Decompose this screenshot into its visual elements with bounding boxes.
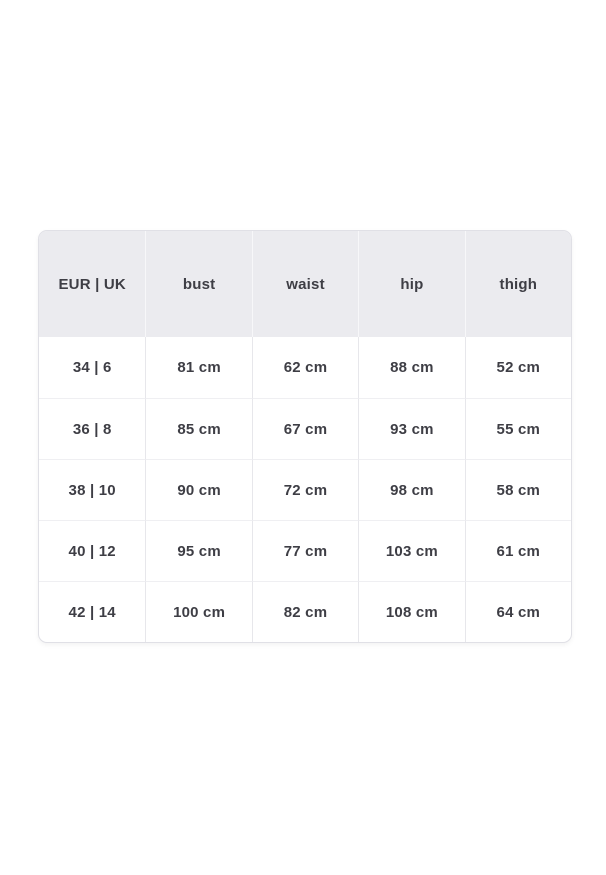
cell-thigh: 64 cm (465, 581, 571, 642)
cell-hip: 98 cm (358, 459, 464, 520)
header-cell-thigh: thigh (465, 231, 571, 337)
cell-hip: 93 cm (358, 398, 464, 459)
cell-waist: 82 cm (252, 581, 358, 642)
cell-size: 38 | 10 (39, 459, 145, 520)
cell-hip: 103 cm (358, 520, 464, 581)
table-row (39, 520, 571, 581)
cell-thigh: 52 cm (465, 337, 571, 398)
header-cell-hip: hip (358, 231, 464, 337)
cell-bust: 95 cm (145, 520, 251, 581)
cell-waist: 62 cm (252, 337, 358, 398)
header-cell-bust: bust (145, 231, 251, 337)
size-chart-body (39, 337, 571, 642)
table-row (39, 459, 571, 520)
cell-size: 42 | 14 (39, 581, 145, 642)
cell-waist: 72 cm (252, 459, 358, 520)
cell-bust: 90 cm (145, 459, 251, 520)
table-row (39, 581, 571, 642)
cell-size: 40 | 12 (39, 520, 145, 581)
cell-bust: 85 cm (145, 398, 251, 459)
header-cell-size: EUR | UK (39, 231, 145, 337)
size-chart-table (38, 230, 572, 643)
cell-thigh: 55 cm (465, 398, 571, 459)
cell-waist: 67 cm (252, 398, 358, 459)
table-row (39, 337, 571, 398)
cell-waist: 77 cm (252, 520, 358, 581)
cell-thigh: 58 cm (465, 459, 571, 520)
cell-thigh: 61 cm (465, 520, 571, 581)
cell-bust: 100 cm (145, 581, 251, 642)
header-cell-waist: waist (252, 231, 358, 337)
cell-bust: 81 cm (145, 337, 251, 398)
cell-size: 36 | 8 (39, 398, 145, 459)
cell-size: 34 | 6 (72, 359, 112, 376)
cell-hip: 108 cm (358, 581, 464, 642)
cell-hip: 88 cm (358, 337, 464, 398)
table-row (39, 398, 571, 459)
size-chart-header-row (39, 231, 571, 337)
